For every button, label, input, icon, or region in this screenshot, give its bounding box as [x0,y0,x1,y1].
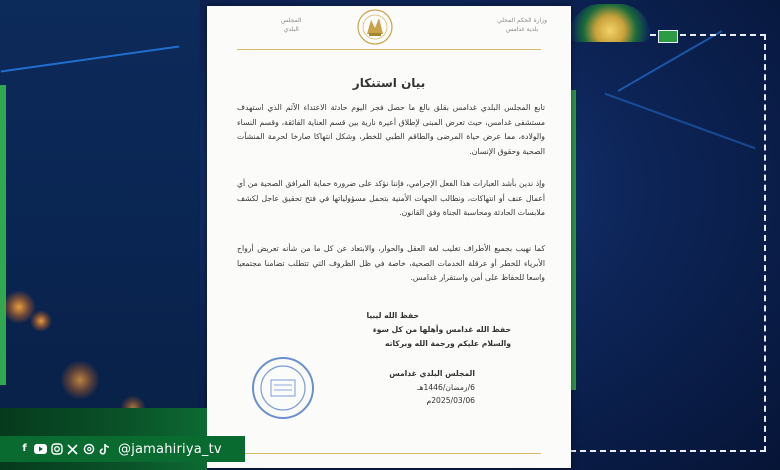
channel-handle[interactable]: @jamahiriya_tv [118,441,222,457]
document-title: بيان استنكار [352,76,426,90]
instagram-icon[interactable] [50,443,63,456]
signature-line-3: 2025/03/06م [426,396,475,406]
facebook-icon[interactable]: f [22,443,27,454]
letterhead-left-line-2: البلدي [283,26,299,33]
flag-icon [658,30,678,43]
paragraph-2: وإذ ندين بأشد العبارات هذا الفعل الإجرامي، فإننا نؤكد على ضرورة حماية المرافق الصحية من أي أعمال عنف أو انتهاكات، ونطالب الجهات الأمنية بتحمل مسؤولياتها في فتح تحقيق عاجل لكشف ملابسات الحادثة ومحاسبة الجناة وفق القانون. [237,179,545,218]
letterhead-right-line-1: وزارة الحكم المحلي [497,17,547,24]
paragraph-1: تابع المجلس البلدي غدامس بقلق بالغ ما حصل فجر اليوم حادثة الاعتداء الآثم الذي استهدف مستشفى غدامس، حيث تعرض المبنى لإطلاق أعيرة نارية بين قسم العناية الفائقة، وقسم النساء والولادة، مما عرض حياة المرضى والطاقم الطبي للخطر، وشكل انتهاكا صارخا لحرمة المنشآت الصحية وحقوق الإنسان. [237,103,545,156]
signature-line-1: المجلس البلدي غدامس [389,369,475,378]
x-icon[interactable] [66,443,79,456]
statement-document [207,6,571,468]
emblem-logo [349,8,401,46]
youtube-icon[interactable] [34,443,47,456]
closing-block [261,309,511,351]
closing-line-2: حفظ الله غدامس وأهلها من كل سوء [372,325,511,334]
signature-line-2: 6/رمضان/1446هـ [417,382,475,392]
signature-block [355,367,475,408]
footer-rule [237,453,541,454]
letterhead-left [281,16,301,34]
letterhead-left-line-1: المجلس [281,17,302,24]
closing-line-3: والسلام عليكم ورحمة الله وبركاته [384,339,511,348]
channel-logo [570,4,650,42]
social-bar [0,436,245,462]
orange-glow-3 [60,360,100,400]
orange-glow-2 [30,310,52,332]
dashed-frame [570,34,766,452]
left-green-stripe [0,85,6,385]
letterhead-right-line-2: بلدية غدامس [505,26,539,33]
threads-icon[interactable] [82,443,95,456]
official-stamp [251,356,315,420]
paragraph-3: كما نهيب بجميع الأطراف تغليب لغة العقل والحوار، والابتعاد عن كل ما من شأنه تعريض أرواح الأبرياء للخطر أو عرقلة الخدمات الصحية، خاصة في ظل الظروف التي تتطلب تضامنا مجتمعيا واسعا للحفاظ على أمن واستقرار غدامس. [237,244,545,283]
letterhead-right [497,16,547,34]
closing-line-1: حفظ الله ليبيا [366,311,419,320]
letterhead-rule [237,49,541,50]
left-decor-panel [0,0,200,470]
tiktok-icon[interactable] [98,443,111,456]
